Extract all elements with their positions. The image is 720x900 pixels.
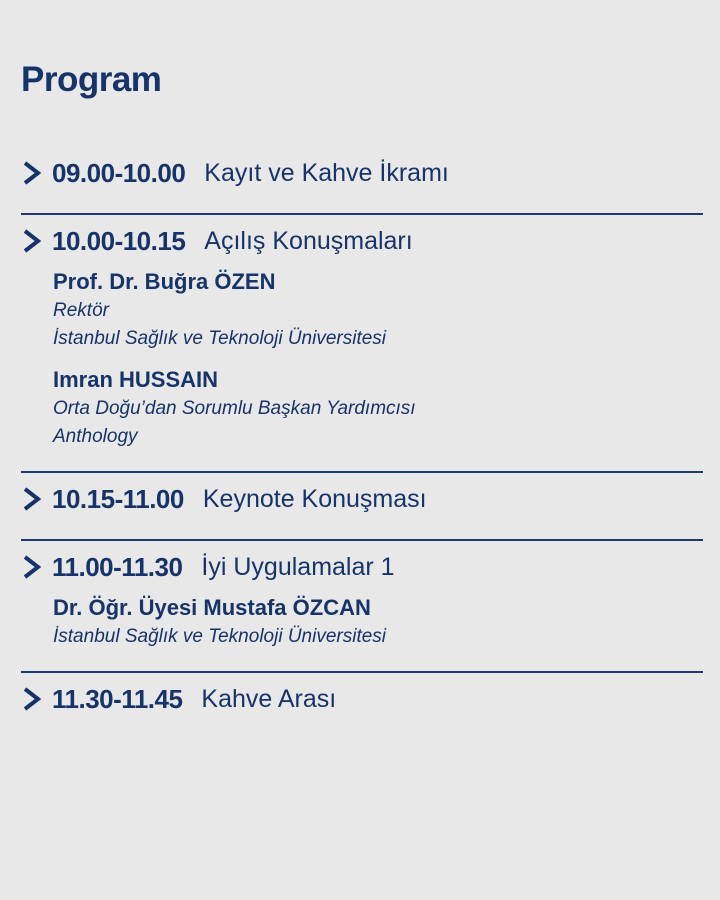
session-title: Keynote Konuşması	[202, 484, 427, 513]
chevron-right-icon	[21, 554, 43, 580]
chevron-right-icon	[21, 486, 43, 512]
speaker-organization: Anthology	[53, 426, 138, 447]
agenda-item	[21, 215, 703, 473]
speaker	[53, 267, 703, 353]
agenda-item-header	[21, 679, 703, 719]
session-title: Açılış Konuşmaları	[204, 226, 413, 255]
speaker-role: Orta Doğu’dan Sorumlu Başkan Yardımcısı	[53, 398, 416, 419]
agenda-list	[21, 147, 703, 739]
speaker-name: Imran HUSSAIN	[53, 367, 219, 392]
speaker-list	[21, 267, 703, 451]
session-time: 10.15-11.00	[52, 483, 184, 514]
agenda-item-header	[21, 479, 703, 519]
agenda-item-header	[21, 153, 703, 193]
speaker-list	[21, 593, 703, 651]
speaker	[53, 365, 703, 451]
speaker-name: Dr. Öğr. Üyesi Mustafa ÖZCAN	[53, 595, 371, 620]
session-title: Kayıt ve Kahve İkramı	[204, 158, 449, 187]
session-time: 11.00-11.30	[52, 551, 183, 582]
chevron-right-icon	[21, 686, 43, 712]
session-title: İyi Uygulamalar 1	[201, 552, 395, 581]
agenda-item-header	[21, 221, 703, 261]
speaker	[53, 593, 703, 651]
agenda-item	[21, 473, 703, 541]
speaker-organization: İstanbul Sağlık ve Teknoloji Üniversitesi	[53, 328, 387, 349]
speaker-organization: İstanbul Sağlık ve Teknoloji Üniversitesi	[53, 626, 387, 647]
chevron-right-icon	[21, 160, 43, 186]
agenda-item-header	[21, 547, 703, 587]
session-title: Kahve Arası	[201, 684, 337, 713]
chevron-right-icon	[21, 228, 43, 254]
agenda-item	[21, 541, 703, 673]
session-time: 11.30-11.45	[52, 683, 183, 714]
speaker-role: Rektör	[53, 300, 109, 321]
agenda-item	[21, 147, 703, 215]
session-time: 09.00-10.00	[52, 157, 186, 188]
session-time: 10.00-10.15	[52, 225, 186, 256]
page-title: Program	[21, 60, 162, 99]
agenda-item	[21, 673, 703, 739]
speaker-name: Prof. Dr. Buğra ÖZEN	[53, 269, 276, 294]
